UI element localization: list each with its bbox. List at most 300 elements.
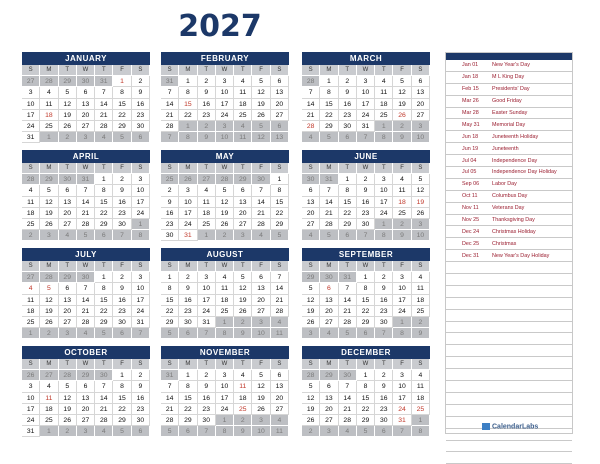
holiday-row — [446, 60, 572, 72]
day-grid — [302, 163, 430, 241]
day-grid — [22, 163, 150, 241]
holiday-name: Independence Day Holiday — [492, 169, 557, 176]
day-cell: 18 — [393, 197, 411, 208]
day-cell: 5 — [252, 370, 270, 381]
weekday-label: T — [234, 359, 252, 370]
day-cell: 25 — [412, 404, 430, 415]
day-cell: 27 — [320, 317, 338, 328]
day-cell: 10 — [22, 393, 40, 404]
day-cell: 30 — [375, 415, 393, 426]
day-cell: 13 — [320, 393, 338, 404]
outside-day-cell: 9 — [198, 132, 216, 143]
day-cell: 19 — [216, 208, 234, 219]
blank-line — [446, 274, 572, 286]
day-cell: 17 — [393, 393, 411, 404]
outside-day-cell: 3 — [59, 328, 77, 339]
outside-day-cell: 7 — [375, 328, 393, 339]
day-cell: 17 — [22, 110, 40, 121]
month-name: FEBRUARY — [161, 52, 289, 65]
day-cell: 1 — [339, 174, 357, 185]
month-april — [22, 150, 150, 241]
day-cell: 7 — [302, 87, 320, 98]
day-cell: 1 — [179, 370, 197, 381]
outside-day-cell: 7 — [113, 230, 131, 241]
day-cell: 11 — [412, 381, 430, 392]
day-cell: 5 — [412, 174, 430, 185]
day-cell: 15 — [320, 99, 338, 110]
day-cell: 13 — [77, 393, 95, 404]
day-cell: 23 — [161, 219, 179, 230]
day-cell: 27 — [59, 219, 77, 230]
day-cell: 5 — [252, 76, 270, 87]
weekday-label: W — [357, 359, 375, 370]
weekday-label: T — [234, 261, 252, 272]
weekday-label: S — [22, 65, 40, 76]
day-cell: 22 — [357, 404, 375, 415]
outside-day-cell: 5 — [95, 328, 113, 339]
outside-day-cell: 6 — [179, 426, 197, 437]
outside-day-cell: 29 — [59, 272, 77, 283]
day-cell: 5 — [59, 87, 77, 98]
holiday-date: Sep 06 — [462, 181, 480, 188]
weekday-label: M — [40, 163, 58, 174]
month-name: APRIL — [22, 150, 150, 163]
day-cell: 25 — [40, 415, 58, 426]
day-cell: 19 — [40, 306, 58, 317]
day-cell: 22 — [179, 110, 197, 121]
day-cell: 21 — [302, 110, 320, 121]
holiday-row — [446, 96, 572, 108]
outside-day-cell: 3 — [302, 328, 320, 339]
day-cell: 30 — [339, 121, 357, 132]
weekday-label: M — [40, 359, 58, 370]
weekday-label: T — [95, 163, 113, 174]
day-cell: 6 — [302, 185, 320, 196]
outside-day-cell: 2 — [412, 317, 430, 328]
day-cell: 25 — [22, 317, 40, 328]
weekday-label: S — [271, 65, 289, 76]
day-cell: 14 — [161, 99, 179, 110]
day-cell: 21 — [339, 404, 357, 415]
weekday-label: W — [216, 163, 234, 174]
day-cell: 28 — [320, 219, 338, 230]
weekday-label: F — [393, 163, 411, 174]
weekday-label: M — [179, 359, 197, 370]
weekday-label: M — [40, 65, 58, 76]
day-cell: 13 — [59, 197, 77, 208]
day-cell: 25 — [216, 306, 234, 317]
day-cell: 4 — [234, 370, 252, 381]
day-cell: 29 — [113, 121, 131, 132]
day-cell: 19 — [234, 295, 252, 306]
day-cell: 12 — [252, 381, 270, 392]
day-cell: 17 — [179, 208, 197, 219]
day-cell: 3 — [132, 272, 150, 283]
day-cell: 2 — [179, 272, 197, 283]
day-cell: 6 — [77, 381, 95, 392]
weekday-label: M — [320, 65, 338, 76]
outside-day-cell: 2 — [59, 132, 77, 143]
weekday-label: F — [252, 163, 270, 174]
outside-day-cell: 1 — [375, 121, 393, 132]
holiday-date: Jul 04 — [462, 157, 477, 164]
holiday-name: New Year's Day — [492, 62, 530, 69]
weekday-label: T — [198, 359, 216, 370]
outside-day-cell: 4 — [271, 415, 289, 426]
day-cell: 1 — [357, 272, 375, 283]
day-cell: 22 — [113, 110, 131, 121]
day-cell: 4 — [22, 185, 40, 196]
blank-line — [446, 429, 572, 441]
day-cell: 24 — [198, 306, 216, 317]
outside-day-cell: 5 — [252, 121, 270, 132]
outside-day-cell: 2 — [22, 230, 40, 241]
day-cell: 18 — [40, 110, 58, 121]
outside-day-cell: 31 — [161, 370, 179, 381]
day-cell: 26 — [40, 317, 58, 328]
day-cell: 19 — [40, 208, 58, 219]
outside-day-cell: 5 — [113, 426, 131, 437]
day-cell: 6 — [320, 283, 338, 294]
holiday-date: Jan 18 — [462, 74, 479, 81]
day-cell: 4 — [22, 283, 40, 294]
blank-line — [446, 310, 572, 322]
day-cell: 12 — [252, 87, 270, 98]
day-cell: 25 — [40, 121, 58, 132]
blank-line — [446, 298, 572, 310]
day-cell: 15 — [95, 197, 113, 208]
day-cell: 13 — [252, 283, 270, 294]
holiday-date: Feb 15 — [462, 86, 479, 93]
day-cell: 2 — [161, 185, 179, 196]
day-cell: 4 — [412, 370, 430, 381]
day-cell: 24 — [132, 208, 150, 219]
blank-line — [446, 262, 572, 274]
blank-line — [446, 369, 572, 381]
day-cell: 24 — [22, 121, 40, 132]
day-cell: 26 — [59, 121, 77, 132]
day-cell: 7 — [95, 381, 113, 392]
outside-day-cell: 8 — [132, 230, 150, 241]
outside-day-cell: 5 — [320, 132, 338, 143]
day-cell: 13 — [271, 87, 289, 98]
day-cell: 12 — [302, 393, 320, 404]
day-cell: 19 — [302, 404, 320, 415]
outside-day-cell: 6 — [95, 230, 113, 241]
weekday-label: T — [95, 359, 113, 370]
day-cell: 10 — [22, 99, 40, 110]
outside-day-cell: 2 — [40, 328, 58, 339]
outside-day-cell: 28 — [40, 76, 58, 87]
month-august — [161, 248, 289, 339]
day-cell: 31 — [393, 415, 411, 426]
day-cell: 26 — [234, 306, 252, 317]
holiday-date: Oct 11 — [462, 193, 478, 200]
weekday-label: T — [198, 163, 216, 174]
outside-day-cell: 4 — [339, 426, 357, 437]
day-cell: 11 — [412, 283, 430, 294]
day-cell: 22 — [95, 208, 113, 219]
outside-day-cell: 30 — [302, 174, 320, 185]
outside-day-cell: 29 — [40, 174, 58, 185]
day-cell: 21 — [339, 306, 357, 317]
weekday-label: S — [412, 261, 430, 272]
day-cell: 25 — [234, 110, 252, 121]
outside-day-cell: 5 — [320, 230, 338, 241]
day-cell: 14 — [95, 99, 113, 110]
logo-text: CalendarLabs — [492, 423, 539, 431]
weekday-label: S — [22, 163, 40, 174]
day-cell: 10 — [132, 185, 150, 196]
day-cell: 24 — [216, 110, 234, 121]
weekday-label: S — [271, 163, 289, 174]
outside-day-cell: 5 — [357, 426, 375, 437]
outside-day-cell: 30 — [320, 272, 338, 283]
day-cell: 17 — [198, 295, 216, 306]
blank-line — [446, 381, 572, 393]
holiday-row — [446, 131, 572, 143]
outside-day-cell: 3 — [77, 426, 95, 437]
month-name: OCTOBER — [22, 346, 150, 359]
day-cell: 5 — [59, 381, 77, 392]
day-cell: 16 — [113, 197, 131, 208]
holiday-name: Memorial Day — [492, 121, 526, 128]
outside-day-cell: 9 — [393, 230, 411, 241]
day-cell: 18 — [198, 208, 216, 219]
month-name: JUNE — [302, 150, 430, 163]
day-cell: 26 — [393, 110, 411, 121]
day-cell: 22 — [113, 404, 131, 415]
day-cell: 16 — [132, 99, 150, 110]
outside-day-cell: 13 — [271, 132, 289, 143]
day-cell: 26 — [412, 208, 430, 219]
outside-day-cell: 31 — [339, 272, 357, 283]
day-cell: 31 — [22, 132, 40, 143]
weekday-label: T — [59, 163, 77, 174]
day-cell: 16 — [198, 99, 216, 110]
outside-day-cell: 4 — [302, 132, 320, 143]
outside-day-cell: 2 — [59, 426, 77, 437]
outside-day-cell: 4 — [59, 230, 77, 241]
weekday-label: S — [132, 261, 150, 272]
outside-day-cell: 31 — [320, 174, 338, 185]
day-cell: 15 — [179, 393, 197, 404]
day-cell: 8 — [271, 185, 289, 196]
day-cell: 2 — [357, 174, 375, 185]
day-cell: 16 — [132, 393, 150, 404]
outside-day-cell: 31 — [77, 174, 95, 185]
day-cell: 28 — [161, 121, 179, 132]
outside-day-cell: 4 — [234, 121, 252, 132]
day-cell: 24 — [393, 404, 411, 415]
day-cell: 9 — [113, 185, 131, 196]
outside-day-cell: 3 — [412, 219, 430, 230]
day-cell: 19 — [302, 306, 320, 317]
day-cell: 5 — [302, 381, 320, 392]
outside-day-cell: 3 — [412, 121, 430, 132]
day-cell: 26 — [252, 404, 270, 415]
holiday-date: Jan 01 — [462, 62, 479, 69]
day-cell: 3 — [216, 76, 234, 87]
outside-day-cell: 7 — [132, 328, 150, 339]
day-cell: 11 — [393, 185, 411, 196]
weekday-label: W — [357, 65, 375, 76]
day-cell: 3 — [198, 272, 216, 283]
day-cell: 11 — [375, 87, 393, 98]
month-name: JANUARY — [22, 52, 150, 65]
weekday-label: W — [77, 261, 95, 272]
outside-day-cell: 5 — [77, 230, 95, 241]
day-cell: 2 — [339, 76, 357, 87]
blank-line — [446, 393, 572, 405]
weekday-label: S — [271, 359, 289, 370]
holiday-name: Thanksgiving Day — [492, 217, 535, 224]
weekday-label: T — [198, 261, 216, 272]
outside-day-cell: 1 — [40, 132, 58, 143]
outside-day-cell: 7 — [357, 132, 375, 143]
outside-day-cell: 28 — [216, 174, 234, 185]
day-cell: 20 — [77, 110, 95, 121]
outside-day-cell: 3 — [252, 415, 270, 426]
day-grid — [161, 359, 289, 437]
day-cell: 9 — [113, 283, 131, 294]
day-cell: 18 — [412, 393, 430, 404]
day-cell: 18 — [234, 393, 252, 404]
outside-day-cell: 8 — [393, 328, 411, 339]
blank-line — [446, 333, 572, 345]
weekday-label: S — [161, 261, 179, 272]
day-cell: 25 — [234, 404, 252, 415]
day-cell: 6 — [59, 185, 77, 196]
outside-day-cell: 3 — [234, 230, 252, 241]
day-cell: 10 — [179, 197, 197, 208]
weekday-label: F — [113, 359, 131, 370]
blank-line — [446, 345, 572, 357]
day-cell: 20 — [234, 208, 252, 219]
day-cell: 6 — [271, 370, 289, 381]
holiday-row — [446, 72, 572, 84]
day-cell: 28 — [252, 219, 270, 230]
outside-day-cell: 1 — [198, 230, 216, 241]
outside-day-cell: 29 — [77, 370, 95, 381]
holiday-name: Good Friday — [492, 98, 522, 105]
day-cell: 15 — [271, 197, 289, 208]
day-cell: 4 — [40, 87, 58, 98]
outside-day-cell: 1 — [132, 219, 150, 230]
day-cell: 23 — [132, 404, 150, 415]
day-cell: 12 — [393, 87, 411, 98]
day-cell: 9 — [357, 185, 375, 196]
holiday-date: Jul 05 — [462, 169, 477, 176]
day-cell: 14 — [339, 393, 357, 404]
day-cell: 11 — [40, 393, 58, 404]
outside-day-cell: 26 — [179, 174, 197, 185]
holiday-name: Easter Sunday — [492, 110, 528, 116]
outside-day-cell: 8 — [375, 230, 393, 241]
month-name: SEPTEMBER — [302, 248, 430, 261]
day-cell: 8 — [357, 283, 375, 294]
day-cell: 4 — [40, 381, 58, 392]
outside-day-cell: 30 — [95, 370, 113, 381]
outside-day-cell: 3 — [216, 121, 234, 132]
holiday-date: Dec 31 — [462, 252, 480, 259]
day-cell: 1 — [357, 370, 375, 381]
day-cell: 25 — [198, 219, 216, 230]
day-cell: 26 — [59, 415, 77, 426]
holiday-name: Juneteenth Holiday — [492, 133, 539, 140]
weekday-label: T — [375, 359, 393, 370]
outside-day-cell: 10 — [216, 132, 234, 143]
holiday-name: Presidents' Day — [492, 86, 530, 93]
day-cell: 8 — [320, 87, 338, 98]
outside-day-cell: 10 — [252, 426, 270, 437]
day-cell: 24 — [216, 404, 234, 415]
holiday-row — [446, 143, 572, 155]
outside-day-cell: 30 — [77, 272, 95, 283]
weekday-label: S — [302, 163, 320, 174]
day-cell: 16 — [375, 295, 393, 306]
weekday-label: M — [320, 261, 338, 272]
weekday-label: S — [22, 261, 40, 272]
day-cell: 16 — [339, 99, 357, 110]
day-cell: 2 — [113, 174, 131, 185]
holiday-row — [446, 226, 572, 238]
day-cell: 8 — [95, 185, 113, 196]
day-cell: 18 — [234, 99, 252, 110]
day-cell: 3 — [375, 174, 393, 185]
day-cell: 17 — [132, 295, 150, 306]
month-january — [22, 52, 150, 143]
day-cell: 3 — [216, 370, 234, 381]
outside-day-cell: 28 — [59, 370, 77, 381]
day-cell: 8 — [179, 381, 197, 392]
day-cell: 27 — [302, 219, 320, 230]
outside-day-cell: 6 — [132, 132, 150, 143]
day-cell: 24 — [132, 306, 150, 317]
weekday-label: S — [161, 163, 179, 174]
day-cell: 7 — [77, 283, 95, 294]
outside-day-cell: 27 — [22, 76, 40, 87]
outside-day-cell: 7 — [393, 426, 411, 437]
day-cell: 30 — [113, 317, 131, 328]
outside-day-cell: 12 — [252, 132, 270, 143]
holiday-name: New Year's Day Holiday — [492, 252, 550, 259]
weekday-label: T — [375, 65, 393, 76]
day-cell: 27 — [320, 415, 338, 426]
outside-day-cell: 8 — [179, 132, 197, 143]
day-cell: 29 — [320, 121, 338, 132]
day-cell: 29 — [339, 219, 357, 230]
day-cell: 8 — [95, 283, 113, 294]
day-cell: 14 — [95, 393, 113, 404]
day-cell: 19 — [252, 99, 270, 110]
month-name: NOVEMBER — [161, 346, 289, 359]
day-cell: 20 — [59, 306, 77, 317]
day-cell: 12 — [59, 99, 77, 110]
weekday-label: T — [234, 65, 252, 76]
day-cell: 29 — [161, 317, 179, 328]
month-february — [161, 52, 289, 143]
day-cell: 10 — [393, 381, 411, 392]
day-cell: 28 — [161, 415, 179, 426]
holidays-panel-header — [446, 53, 572, 60]
weekday-label: F — [393, 359, 411, 370]
day-cell: 8 — [113, 381, 131, 392]
day-cell: 14 — [302, 99, 320, 110]
calendar-icon — [482, 423, 490, 430]
day-cell: 21 — [320, 208, 338, 219]
holidays-panel — [445, 52, 573, 434]
